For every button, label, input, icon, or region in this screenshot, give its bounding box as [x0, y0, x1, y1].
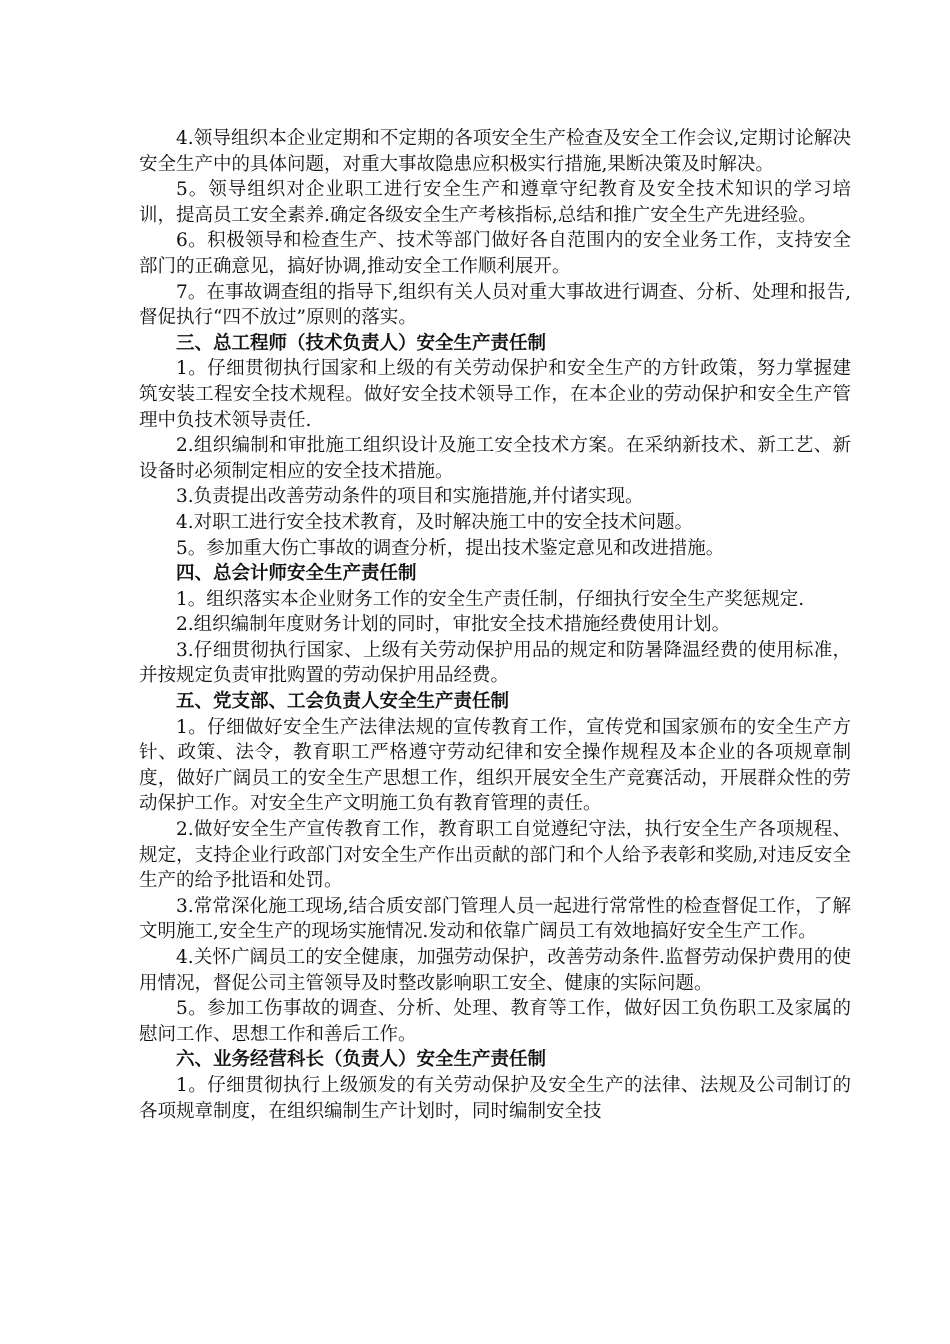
- paragraph: 2.做好安全生产宣传教育工作，教育职工自觉遵纪守法，执行安全生产各项规程、规定，支持企业行政部门对安全生产作出贡献的部门和个人给予表彰和奖励,对违反安全生产的给予批语和处罚。: [139, 819, 851, 892]
- paragraph: 1。仔细做好安全生产法律法规的宣传教育工作，宣传党和国家颁布的安全生产方针、政策、法令，教育职工严格遵守劳动纪律和安全操作规程及本企业的各项规章制度，做好广阔员工的安全生产思想工作，组织开展安全生产竞赛活动，开展群众性的劳动保护工作。对安全生产文明施工负有教育管理的责任。: [139, 716, 851, 815]
- paragraph: 1。组织落实本企业财务工作的安全生产责任制，仔细执行安全生产奖惩规定.: [176, 588, 805, 610]
- paragraph: 2.组织编制年度财务计划的同时，审批安全技术措施经费使用计划。: [176, 614, 731, 636]
- section-heading: 五、党支部、工会负责人安全生产责任制: [176, 691, 510, 713]
- paragraph: 4.关怀广阔员工的安全健康，加强劳动保护，改善劳动条件.监督劳动保护费用的使用情况，督促公司主管领导及时整改影响职工安全、健康的实际问题。: [139, 947, 851, 994]
- document-page: [139, 126, 851, 1124]
- paragraph: 6。积极领导和检查生产、技术等部门做好各自范围内的安全业务工作，支持安全部门的正确意见，搞好协调,推动安全工作顺利展开。: [139, 230, 851, 277]
- paragraph: 3.常常深化施工现场,结合质安部门管理人员一起进行常常性的检查督促工作，了解文明施工,安全生产的现场实施情况.发动和依靠广阔员工有效地搞好安全生产工作。: [139, 895, 851, 943]
- paragraph: 2.组织编制和审批施工组织设计及施工安全技术方案。在采纳新技术、新工艺、新设备时必须制定相应的安全技术措施。: [139, 435, 851, 482]
- paragraph: 4.领导组织本企业定期和不定期的各项安全生产检查及安全工作会议,定期讨论解决安全生产中的具体问题，对重大事故隐患应积极实行措施,果断决策及时解决。: [139, 128, 851, 175]
- paragraph: 5。参加重大伤亡事故的调查分析，提出技术鉴定意见和改进措施。: [176, 537, 725, 559]
- paragraph: 1。仔细贯彻执行国家和上级的有关劳动保护和安全生产的方针政策，努力掌握建筑安装工程安全技术规程。做好安全技术领导工作，在本企业的劳动保护和安全生产管理中负技术领导责任.: [139, 358, 851, 431]
- paragraph: 1。仔细贯彻执行上级颁发的有关劳动保护及安全生产的法律、法规及公司制订的各项规章制度，在组织编制生产计划时，同时编制安全技: [139, 1074, 851, 1122]
- section-heading: 四、总会计师安全生产责任制: [176, 563, 417, 585]
- paragraph: 4.对职工进行安全技术教育，及时解决施工中的安全技术问题。: [176, 511, 694, 533]
- section-heading: 三、总工程师（技术负责人）安全生产责任制: [176, 332, 547, 354]
- paragraph: 5。参加工伤事故的调查、分析、处理、教育等工作，做好因工负伤职工及家属的慰问工作、思想工作和善后工作。: [139, 998, 851, 1045]
- section-heading: 六、业务经营科长（负责人）安全生产责任制: [176, 1049, 547, 1071]
- paragraph: 3.仔细贯彻执行国家、上级有关劳动保护用品的规定和防暑降温经费的使用标准，并按规定负责审批购置的劳动保护用品经费。: [139, 639, 851, 687]
- paragraph: 3.负责提出改善劳动条件的项目和实施措施,并付诸实现。: [176, 486, 644, 508]
- paragraph: 5。领导组织对企业职工进行安全生产和遵章守纪教育及安全技术知识的学习培训，提高员工安全素养.确定各级安全生产考核指标,总结和推广安全生产先进经验。: [139, 179, 851, 226]
- paragraph: 7。在事故调查组的指导下,组织有关人员对重大事故进行调查、分析、处理和报告,督促执行“四不放过”原则的落实。: [139, 281, 851, 329]
